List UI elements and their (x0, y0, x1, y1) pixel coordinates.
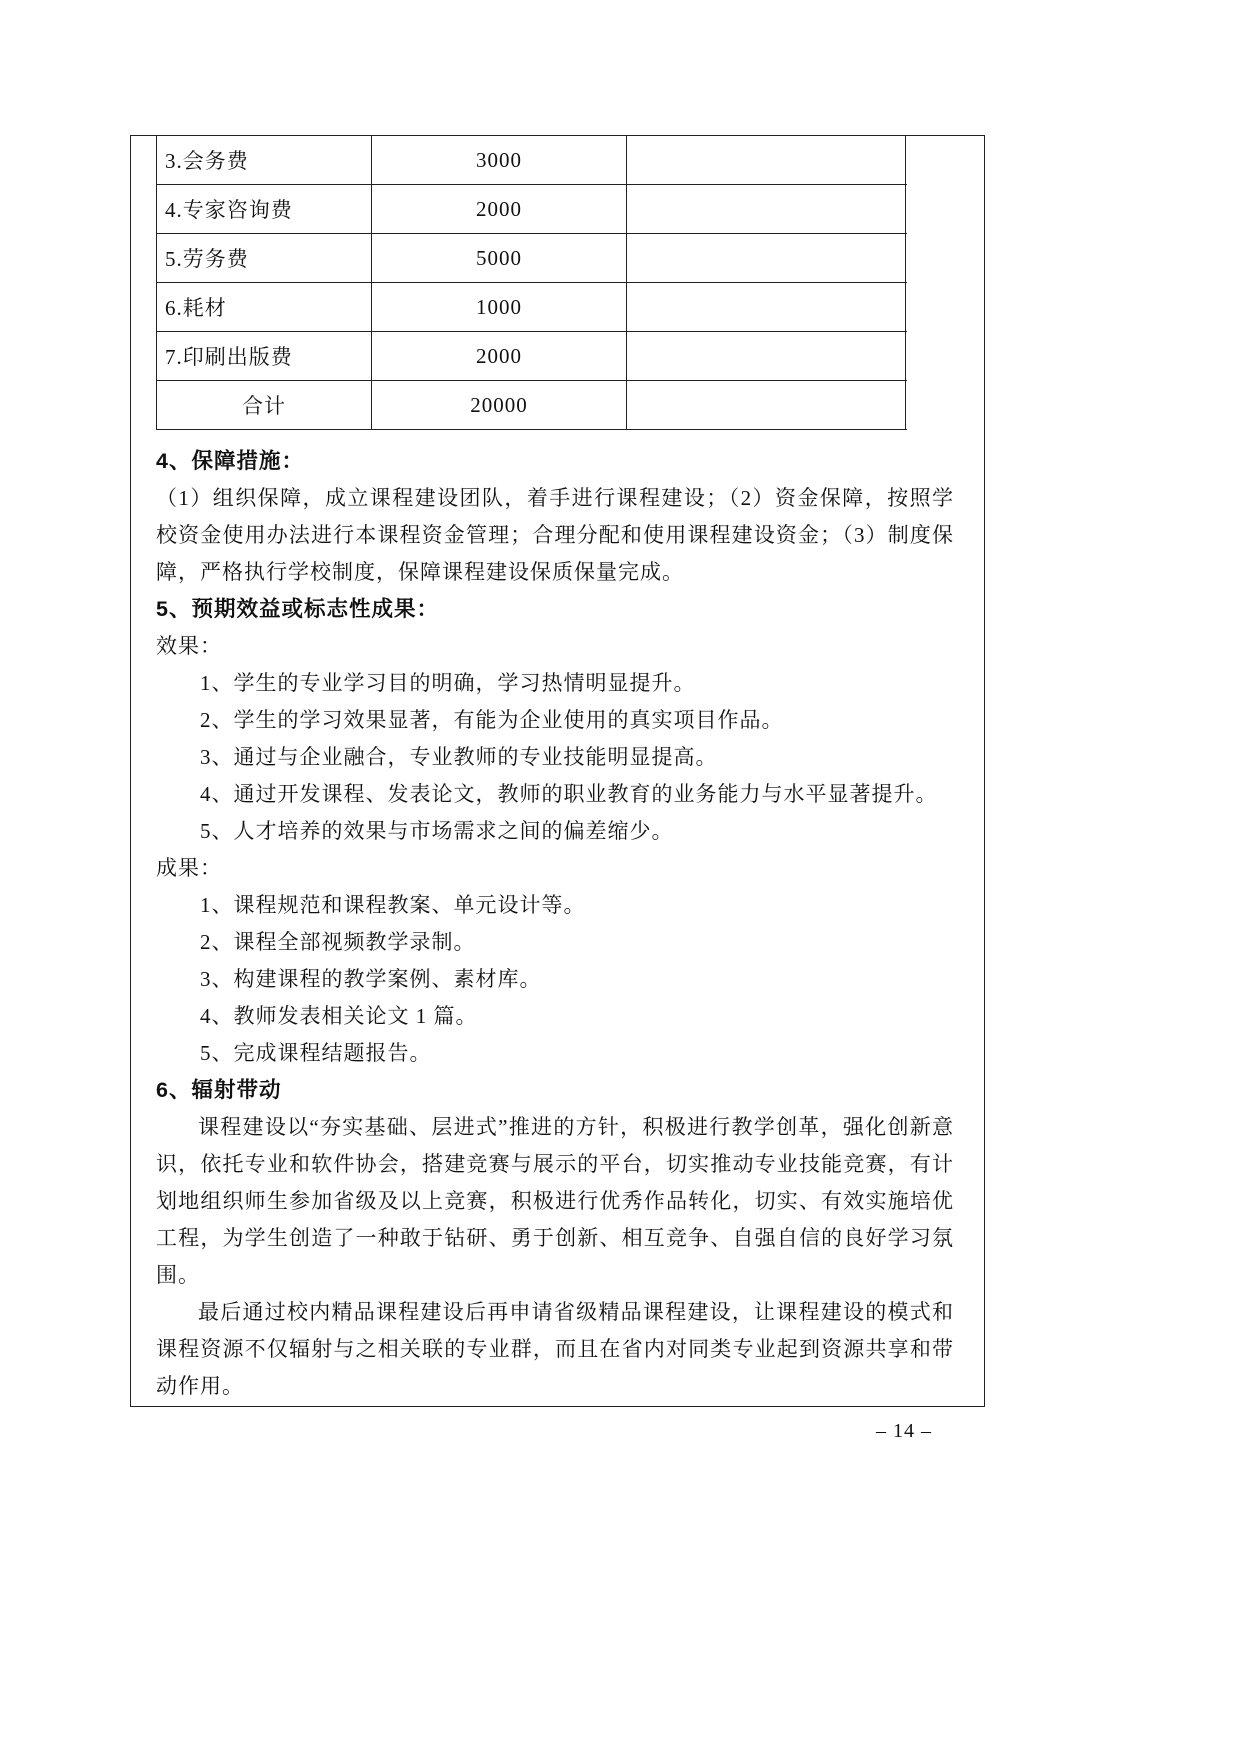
budget-item-cell: 4.专家咨询费 (157, 185, 372, 234)
budget-note-cell (627, 381, 907, 430)
content-border-box (130, 135, 985, 1407)
result-item: 5、完成课程结题报告。 (200, 1041, 432, 1065)
budget-amount-cell: 2000 (372, 185, 627, 234)
budget-item-cell: 5.劳务费 (157, 234, 372, 283)
budget-note-cell (627, 185, 907, 234)
effect-item: 5、人才培养的效果与市场需求之间的偏差缩少。 (200, 819, 674, 843)
section-6-heading: 6、辐射带动 (156, 1078, 282, 1102)
budget-item-cell: 6.耗材 (157, 283, 372, 332)
effect-item: 4、通过开发课程、发表论文，教师的职业教育的业务能力与水平显著提升。 (200, 782, 938, 806)
effect-item: 1、学生的专业学习目的明确，学习热情明显提升。 (200, 671, 696, 695)
result-item: 4、教师发表相关论文 1 篇。 (200, 1004, 478, 1028)
result-item: 2、课程全部视频教学录制。 (200, 930, 476, 954)
section-4-heading: 4、保障措施： (156, 449, 304, 473)
document-body (131, 431, 984, 1405)
results-label: 成果： (156, 856, 222, 880)
budget-note-cell (627, 283, 907, 332)
budget-total-label-cell: 合计 (157, 381, 372, 430)
page-number: – 14 – (876, 1420, 932, 1442)
budget-amount-cell: 5000 (372, 234, 627, 283)
budget-item-cell: 3.会务费 (157, 136, 372, 185)
section-5-heading: 5、预期效益或标志性成果： (156, 597, 439, 621)
section-6-paragraph-2: 最后通过校内精品课程建设后再申请省级精品课程建设，让课程建设的模式和课程资源不仅辐射与之相关联的专业群，而且在省内对同类专业起到资源共享和带动作用。 (156, 1300, 954, 1398)
budget-amount-cell: 2000 (372, 332, 627, 381)
budget-note-cell (627, 234, 907, 283)
effect-item: 3、通过与企业融合，专业教师的专业技能明显提高。 (200, 745, 718, 769)
budget-amount-cell: 3000 (372, 136, 627, 185)
budget-note-cell (627, 332, 907, 381)
budget-table (156, 136, 906, 430)
budget-total-amount-cell: 20000 (372, 381, 627, 430)
section-6-paragraph-1: 课程建设以“夯实基础、层进式”推进的方针，积极进行教学创革，强化创新意识，依托专业和软件协会，搭建竞赛与展示的平台，切实推动专业技能竞赛，有计划地组织师生参加省级及以上竞赛，积极进行优秀作品转化，切实、有效实施培优工程，为学生创造了一种敢于钻研、勇于创新、相互竞争、自强自信的良好学习氛围。 (156, 1115, 954, 1287)
budget-note-cell (627, 136, 907, 185)
result-item: 3、构建课程的教学案例、素材库。 (200, 967, 542, 991)
budget-amount-cell: 1000 (372, 283, 627, 332)
effects-label: 效果： (156, 634, 222, 658)
section-4-body: （1）组织保障，成立课程建设团队，着手进行课程建设；（2）资金保障，按照学校资金使用办法进行本课程资金管理；合理分配和使用课程建设资金；（3）制度保障，严格执行学校制度，保障课程建设保质保量完成。 (156, 486, 954, 584)
result-item: 1、课程规范和课程教案、单元设计等。 (200, 893, 586, 917)
effect-item: 2、学生的学习效果显著，有能为企业使用的真实项目作品。 (200, 708, 784, 732)
budget-item-cell: 7.印刷出版费 (157, 332, 372, 381)
